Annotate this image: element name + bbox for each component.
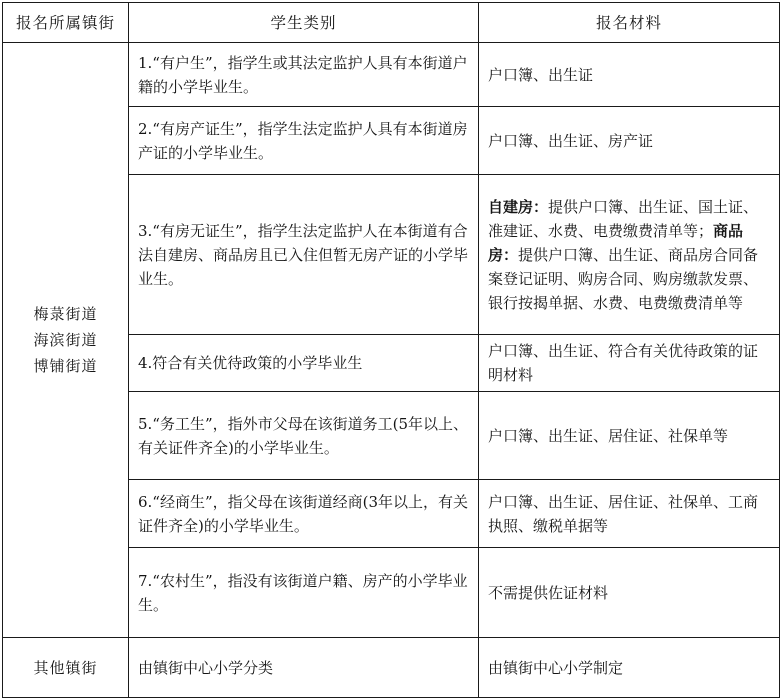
- category-cell: 5.“务工生”，指外市父母在该街道务工(5年以上、有关证件齐全)的小学毕业生。: [129, 392, 479, 480]
- header-row: [3, 3, 780, 43]
- header-materials: 报名材料: [479, 3, 780, 43]
- category-cell: 6.“经商生”，指父母在该街道经商(3年以上，有关证件齐全)的小学毕业生。: [129, 480, 479, 548]
- materials-cell: 户口簿、出生证、居住证、社保单、工商执照、缴税单据等: [479, 480, 780, 548]
- town-name: 博铺街道: [33, 357, 98, 375]
- materials-cell: 户口簿、出生证、符合有关优待政策的证明材料: [479, 335, 780, 392]
- materials-commercial: 提供户口簿、出生证、商品房合同备案登记证明、购房合同、购房缴款发票、银行按揭单据、水费、电费缴费清单等: [488, 245, 759, 312]
- enrollment-table: [2, 2, 780, 698]
- materials-cell: [479, 175, 780, 335]
- materials-cell: 户口簿、出生证: [479, 43, 780, 107]
- table-row: [3, 43, 780, 107]
- category-cell: 1.“有户生”，指学生或其法定监护人具有本街道户籍的小学毕业生。: [129, 43, 479, 107]
- town-group-cell: [3, 43, 129, 638]
- materials-cell: 不需提供佐证材料: [479, 548, 780, 638]
- town-name: 梅菉街道: [33, 305, 98, 323]
- town-name: 海滨街道: [33, 331, 98, 349]
- materials-self-built: 提供户口簿、出生证、国土证、准建证、水费、电费缴费清单等；: [488, 197, 759, 240]
- materials-cell: 户口簿、出生证、居住证、社保单等: [479, 392, 780, 480]
- category-cell: 3.“有房无证生”，指学生法定监护人在本街道有合法自建房、商品房且已入住但暂无房产证的小学毕业生。: [129, 175, 479, 335]
- category-cell: 4.符合有关优待政策的小学毕业生: [129, 335, 479, 392]
- materials-cell: 由镇街中心小学制定: [479, 638, 780, 698]
- header-category: 学生类别: [129, 3, 479, 43]
- category-cell: 由镇街中心小学分类: [129, 638, 479, 698]
- materials-cell: 户口簿、出生证、房产证: [479, 107, 780, 175]
- materials-label-commercial: 商品房：: [488, 221, 744, 264]
- category-cell: 7.“农村生”，指没有该街道户籍、房产的小学毕业生。: [129, 548, 479, 638]
- header-town: 报名所属镇街: [3, 3, 129, 43]
- category-cell: 2.“有房产证生”，指学生法定监护人具有本街道房产证的小学毕业生。: [129, 107, 479, 175]
- materials-label-self-built: 自建房：: [488, 197, 549, 216]
- town-other-cell: 其他镇街: [3, 638, 129, 698]
- table-row-other-towns: [3, 638, 780, 698]
